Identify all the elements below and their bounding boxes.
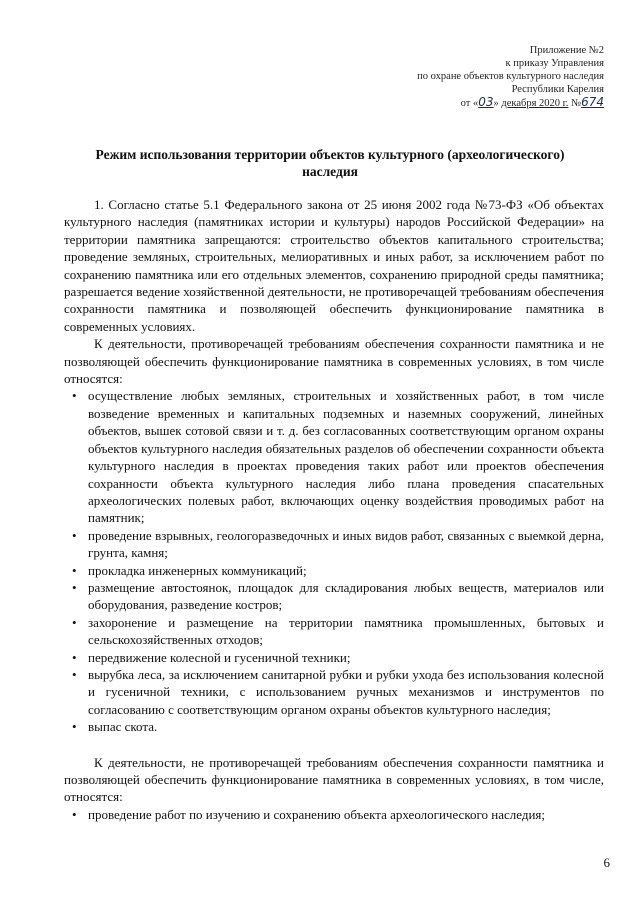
- number-prefix: №: [568, 98, 582, 109]
- date-month-year: декабря 2020 г.: [501, 98, 569, 109]
- paragraph-2: К деятельности, противоречащей требованиям обеспечения сохранности памятника и не позволяющей обеспечить функционирование памятника в современных условиях, в том числе относятся:: [64, 336, 604, 387]
- paragraph-3: К деятельности, не противоречащей требованиям обеспечения сохранности памятника и позволяющей обеспечить функционирование памятника в современных условиях, в том числе, относятся:: [64, 754, 604, 805]
- appendix-line-1: Приложение №2: [529, 45, 604, 56]
- allowed-activities-list: [64, 806, 604, 823]
- paragraph-1: 1. Согласно статье 5.1 Федерального закона от 25 июня 2002 года №73-ФЗ «Об объектах культурного наследия (памятниках истории и культуры) народов Российской Федерации» на территории памятника запрещаются: строительство объектов капитального строительства; проведение земляных, строительных, мелиоративных и иных работ, за исключением работ по сохранению памятника или его отдельных элементов, сохранению природной среды памятника; разрешается ведение хозяйственной деятельности, не противоречащей требованиям обеспечения сохранности памятника и позволяющей обеспечить функционирование памятника в современных условиях.: [64, 197, 604, 334]
- list-item: • проведение работ по изучению и сохранению объекта археологического наследия;: [88, 806, 604, 823]
- list-item: • передвижение колесной и гусеничной техники;: [88, 649, 604, 666]
- prohibited-activities-list: [64, 387, 604, 735]
- date-mid: »: [493, 98, 502, 109]
- list-item: • осуществление любых земляных, строительных и хозяйственных работ, в том числе возведение временных и капитальных подземных и наземных сооружений, линейных объектов, вышек сотовой связи и т. д. без согласованных соответствующим органом охраны объектов культурного наследия обязательных разделов об обеспечении сохранности объекта культурного наследия в проектах проведения таких работ или проектов обеспечения сохранности объекта культурного наследия либо плана проведения спасательных археологических полевых работ, включающих оценку воздействия проводимых работ на памятник;: [88, 387, 604, 526]
- document-body: [64, 196, 604, 823]
- appendix-date-line: [417, 96, 604, 110]
- page-number: 6: [603, 855, 610, 870]
- appendix-line-4: Республики Карелия: [511, 84, 604, 95]
- appendix-line-3: по охране объектов культурного наследия: [417, 71, 604, 82]
- list-item: • захоронение и размещение на территории памятника промышленных, бытовых и сельскохозяйственных отходов;: [88, 614, 604, 649]
- list-item: • вырубка леса, за исключением санитарной рубки и рубки ухода без использования колесной и гусеничной техники, с использованием ручных механизмов и инструментов по согласованию с соответствующим органом охраны объектов культурного наследия;: [88, 666, 604, 718]
- order-number-handwritten: 674: [581, 95, 604, 109]
- list-item: • прокладка инженерных коммуникаций;: [88, 562, 604, 579]
- list-item: • проведение взрывных, геологоразведочных и иных видов работ, связанных с выемкой дерна, грунта, камня;: [88, 527, 604, 562]
- appendix-header: [417, 44, 604, 110]
- document-title: Режим использования территории объектов культурного (археологического) наследия: [95, 147, 565, 179]
- list-item: • выпас скота.: [88, 718, 604, 735]
- date-day-handwritten: 03: [478, 95, 494, 109]
- date-prefix: от «: [460, 98, 479, 109]
- list-item: • размещение автостоянок, площадок для складирования любых веществ, материалов или оборудования, разведение костров;: [88, 579, 604, 614]
- appendix-line-2: к приказу Управления: [505, 58, 604, 69]
